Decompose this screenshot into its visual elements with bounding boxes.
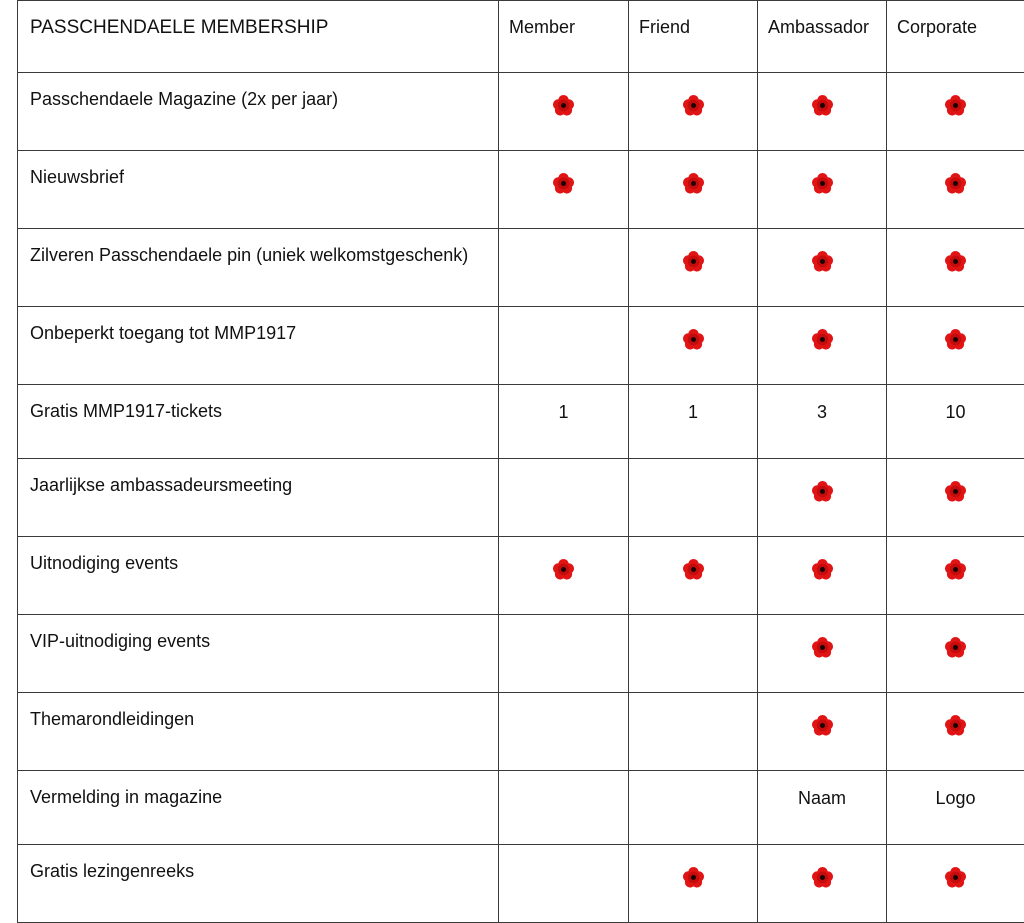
benefit-cell-corporate: 10 xyxy=(887,385,1024,459)
benefit-cell-corporate xyxy=(887,537,1024,615)
benefit-cell-corporate xyxy=(887,845,1024,923)
poppy-icon xyxy=(811,94,834,117)
benefit-label: Vermelding in magazine xyxy=(18,771,499,845)
benefit-cell-corporate xyxy=(887,615,1024,693)
benefit-cell-member xyxy=(499,307,629,385)
poppy-icon xyxy=(944,328,967,351)
benefit-cell-friend xyxy=(629,615,758,693)
poppy-icon xyxy=(944,172,967,195)
benefit-cell-corporate xyxy=(887,693,1024,771)
benefit-label: Passchendaele Magazine (2x per jaar) xyxy=(18,73,499,151)
benefit-cell-friend xyxy=(629,229,758,307)
benefit-cell-corporate xyxy=(887,229,1024,307)
benefit-cell-member xyxy=(499,459,629,537)
poppy-icon xyxy=(944,866,967,889)
poppy-icon xyxy=(944,636,967,659)
poppy-icon xyxy=(682,172,705,195)
benefit-cell-member xyxy=(499,537,629,615)
poppy-icon xyxy=(682,328,705,351)
benefit-cell-ambassador xyxy=(758,693,887,771)
benefit-label: Onbeperkt toegang tot MMP1917 xyxy=(18,307,499,385)
benefit-cell-corporate xyxy=(887,307,1024,385)
header-row xyxy=(18,1,1024,73)
benefit-cell-member xyxy=(499,151,629,229)
benefit-label: Gratis lezingenreeks xyxy=(18,845,499,923)
poppy-icon xyxy=(944,480,967,503)
benefit-cell-ambassador xyxy=(758,73,887,151)
benefit-label: Themarondleidingen xyxy=(18,693,499,771)
poppy-icon xyxy=(682,866,705,889)
poppy-icon xyxy=(944,94,967,117)
benefit-label: Gratis MMP1917-tickets xyxy=(18,385,499,459)
benefit-cell-corporate xyxy=(887,73,1024,151)
benefit-cell-ambassador xyxy=(758,615,887,693)
table-row xyxy=(18,459,1024,537)
poppy-icon xyxy=(811,328,834,351)
benefit-cell-member xyxy=(499,845,629,923)
benefit-label: Uitnodiging events xyxy=(18,537,499,615)
table-row xyxy=(18,615,1024,693)
table-row xyxy=(18,385,1024,459)
poppy-icon xyxy=(811,172,834,195)
benefit-cell-friend xyxy=(629,307,758,385)
benefit-label: Jaarlijkse ambassadeursmeeting xyxy=(18,459,499,537)
poppy-icon xyxy=(552,172,575,195)
membership-table-body xyxy=(18,1,1024,923)
benefit-cell-friend xyxy=(629,151,758,229)
poppy-icon xyxy=(811,250,834,273)
table-row xyxy=(18,537,1024,615)
benefit-cell-ambassador xyxy=(758,537,887,615)
benefit-cell-ambassador xyxy=(758,229,887,307)
poppy-icon xyxy=(944,250,967,273)
table-row xyxy=(18,693,1024,771)
benefit-cell-corporate: Logo xyxy=(887,771,1024,845)
benefit-cell-member: 1 xyxy=(499,385,629,459)
table-row xyxy=(18,151,1024,229)
table-row xyxy=(18,229,1024,307)
poppy-icon xyxy=(811,636,834,659)
poppy-icon xyxy=(811,558,834,581)
benefit-cell-friend xyxy=(629,73,758,151)
poppy-icon xyxy=(944,714,967,737)
table-row xyxy=(18,771,1024,845)
benefit-cell-corporate xyxy=(887,151,1024,229)
benefit-cell-member xyxy=(499,73,629,151)
poppy-icon xyxy=(682,94,705,117)
table-row xyxy=(18,307,1024,385)
benefit-cell-ambassador: 3 xyxy=(758,385,887,459)
benefit-label: Nieuwsbrief xyxy=(18,151,499,229)
benefit-cell-friend xyxy=(629,459,758,537)
benefit-cell-friend xyxy=(629,845,758,923)
benefit-cell-corporate xyxy=(887,459,1024,537)
benefit-cell-member xyxy=(499,615,629,693)
table-title: PASSCHENDAELE MEMBERSHIP xyxy=(18,1,499,73)
benefit-label: VIP-uitnodiging events xyxy=(18,615,499,693)
benefit-cell-friend xyxy=(629,693,758,771)
benefit-cell-ambassador xyxy=(758,459,887,537)
poppy-icon xyxy=(811,480,834,503)
benefit-cell-member xyxy=(499,693,629,771)
table-row xyxy=(18,73,1024,151)
poppy-icon xyxy=(552,94,575,117)
benefit-cell-ambassador xyxy=(758,151,887,229)
poppy-icon xyxy=(682,250,705,273)
benefit-cell-ambassador xyxy=(758,307,887,385)
poppy-icon xyxy=(811,714,834,737)
benefit-cell-friend: 1 xyxy=(629,385,758,459)
table-row xyxy=(18,845,1024,923)
benefit-cell-friend xyxy=(629,537,758,615)
benefit-cell-member xyxy=(499,771,629,845)
poppy-icon xyxy=(811,866,834,889)
poppy-icon xyxy=(552,558,575,581)
benefit-cell-member xyxy=(499,229,629,307)
benefit-cell-ambassador xyxy=(758,845,887,923)
benefit-label: Zilveren Passchendaele pin (uniek welkomstgeschenk) xyxy=(18,229,499,307)
tier-header-corporate: Corporate xyxy=(887,1,1024,73)
benefit-cell-ambassador: Naam xyxy=(758,771,887,845)
tier-header-ambassador: Ambassador xyxy=(758,1,887,73)
tier-header-friend: Friend xyxy=(629,1,758,73)
tier-header-member: Member xyxy=(499,1,629,73)
membership-table xyxy=(17,0,1024,923)
poppy-icon xyxy=(682,558,705,581)
benefit-cell-friend xyxy=(629,771,758,845)
poppy-icon xyxy=(944,558,967,581)
